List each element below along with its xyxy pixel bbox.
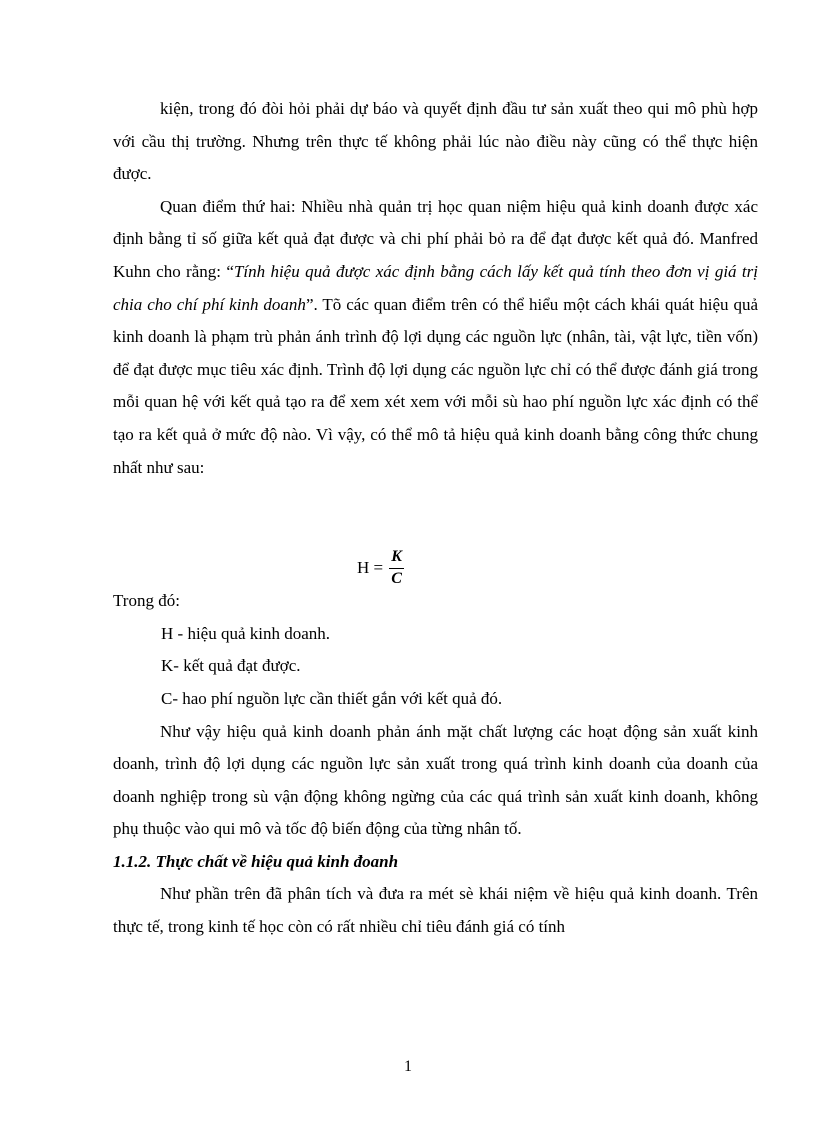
definition-c: C- hao phí nguồn lực cần thiết gắn với kết quả đó. (161, 688, 503, 708)
paragraph-viewpoint-two-lead: Quan điểm thứ hai: Nhiều nhà quản trị học quan niệm hiệu quả kinh doanh được xác định bằng tỉ số giữa kết quả đạt được và chi phí phải bỏ ra để đạt được kết quả đó. Manfred Kuhn cho rằng: “ (113, 196, 758, 281)
paragraph-conclusion: Như vậy hiệu quả kinh doanh phản ánh mặt chất lượng các hoạt động sản xuất kinh doanh, trình độ lợi dụng các nguồn lực sản xuất trong quá trình kinh doanh của doanh của doanh nghiệp trong sù vận động không ngừng của các quá trình sản xuất kinh doanh, không phụ thuộc vào qui mô và tốc độ biến động của từng nhân tố. (113, 721, 758, 839)
section-heading: 1.1.2. Thực chất về hiệu quả kinh đoanh (113, 851, 399, 871)
fraction-bar (389, 568, 404, 569)
kuhn-quote: Tính hiệu quả được xác định bằng cách lấy kết quả tính theo đơn vị giá trị chia cho chí phí kinh doanh (113, 261, 758, 314)
paragraph-last: Như phần trên đã phân tích và đưa ra mét sè khái niệm về hiệu quả kinh doanh. Trên thực tế, trong kinh tế học còn có rất nhiều chỉ tiêu đánh giá có tính (113, 884, 758, 937)
definition-k: K- kết quả đạt được. (161, 656, 301, 676)
definition-h: H - hiệu quả kinh doanh. (161, 623, 331, 643)
formula-denominator: C (391, 570, 402, 587)
paragraph-viewpoint-two (113, 191, 758, 484)
paragraph-viewpoint-two-rest: ”. Tõ các quan điểm trên có thể hiểu một cách khái quát hiệu quả kinh doanh là phạm trù phản ánh trình độ lợi dụng các nguồn lực (nhân, tài, vật lực, tiền vốn) để đạt được mục tiêu xác định. Trình độ lợi dụng các nguồn lực chỉ có thể được đánh giá trong mỗi quan hệ với kết quả tạo ra để xem xét xem với mỗi sù hao phí nguồn lực xác định có thể tạo ra kết quả ở mức độ nào. Vì vậy, có thể mô tả hiệu quả kinh doanh bằng công thức chung nhất như sau: (113, 294, 759, 477)
formula-lhs: H = (357, 558, 384, 577)
body-text (113, 93, 758, 944)
paragraph-continuation: kiện, trong đó đòi hỏi phải dự báo và quyết định đầu tư sản xuất theo qui mô phù hợp với cầu thị trường. Nhưng trên thực tế không phải lúc nào điều này cũng có thể thực hiện được. (113, 99, 758, 184)
formula-fraction (389, 548, 404, 588)
where-label: Trong đó: (113, 591, 180, 611)
efficiency-formula (357, 543, 404, 593)
formula-spacer (113, 484, 758, 585)
formula-numerator: K (391, 548, 402, 565)
page-number: 1 (404, 1058, 412, 1075)
